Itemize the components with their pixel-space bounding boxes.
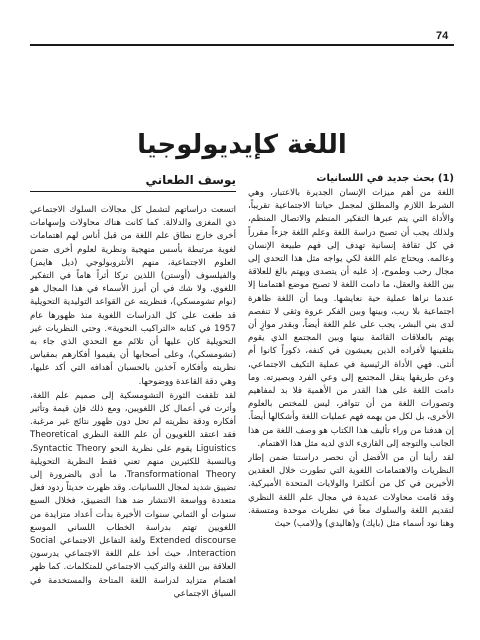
article-title: اللغة كإيديولوجيا xyxy=(137,130,347,161)
right-column-paragraph-1: اللغة من أهم ميزات الإنسان الجديرة بالاعتبار، وهي الشرط اللازم والمطلق لمجمل حياتنا الاجتماعية تقريباً، والأداة التي يتم عبرها التفكير المنظم والاتصال المنظم، ولذلك يجب أن تصبح دراسة اللغة وعلم اللغة جزءاً مقرراً في كل ثقافة إنسانية تهدف إلى فهم طبيعة الإنسان وعالمه. ويحتاج علم اللغة لكي يواجه مثل هذا التحدي إلى مجال رحب وطموح، إذ عليه أن يتصدى ويهتم بالغ للعلاقة بين اللغة والعقل، ما دامت اللغة لا تصبح موضع اهتمامنا إلا عندما نراها عملية حية نعايشها. وبما أن اللغة ظاهرة اجتماعية بلا ريب، وبينها وبين الفكر عروة وثقى لا تنفصم لدى بني البشر، يجب على علم اللغة أيضاً، وبقدر موازٍ أن يهتم بالعلاقات القائمة بينها وبين المجتمع الذي يقوم بتلقينها لأفراده الذين يعيشون في كنفه، ذكوراً كانوا أم أنثى. فهي الأداة الرئيسية في عملية التكيف الاجتماعي، وعن طريقها ينقل المجتمع إلى وعي الفرد وبصيرته. وما دامت اللغة على هذا القدر من الأهمية فلا بد لمفاهيم وتصورات اللغة من أن تتوافر، ليس للمختص بالعلوم الأخرى، بل لكل من يهمه فهم عمليات اللغة وأشكالها أيضاً. إن هدفنا من وراء تأليف هذا الكتاب هو وصف اللغة من هذا الجانب والتوجه إلى القارىء الذي لديه مثل هذا الاهتمام. xyxy=(248,188,454,449)
author-name: يوسف الطعاني xyxy=(145,173,236,187)
right-column xyxy=(248,172,454,624)
section-heading: (1) بحث جديد في اللسانيات xyxy=(316,173,454,184)
right-column-paragraph-2: لقد رأينا أن من الأفضل أن نحصر دراستنا ضمن إطار النظريات والاهتمامات اللغوية التي تطورت خلال العقدين الأخيرين في كل من أنكلترا والولايات المتحدة الأميركية. وقد قامت محاولات عديدة في مجال علم اللغة النظري لتقديم اللغة والسلوك معاً في نظريات موحدة ومتسقة. وهنا نود أسماء مثل (بايك) و(هاليدي) و(لامب) حيث xyxy=(248,453,454,530)
left-column-paragraph-2: لقد تلقفت الثورة التشومسكية إلى صميم علم اللغة، وأثرت في أعمال كل اللغويين، ومع ذلك فإن قيمة وتأثير أفكاره ودقة نظريته لم تحل دون ظهور نتائج غير مرغبة. فقد اعتقد اللغويون أن علم اللغة النظري Theoretical Liguistics يقوم على نظرية النحو Syntactic Theory، وبالنسبة للكثيرين منهم تعني فقط النظرية التحويلية Transformational Theory، ما أدى بالضرورة إلى تضييق شديد لمجال اللسانيات. وقد ظهرت حديثاً ردود فعل متعددة وواسعة الانتشار ضد هذا التضييق، فخلال السبع سنوات أو الثماني سنوات الأخيرة بدأت أعداد متزايدة من اللغويين تهتم بدراسة الخطاب اللساني الموسع Extended discourse ولغة التفاعل الاجتماعي Social Interaction، حيث أخذ علم اللغة الاجتماعي يدرسون العلاقة بين اللغة والتركيب الاجتماعي للمتكلمات. كما ظهر اهتمام متزايد لدراسة اللغة المتاحة والمستخدمة في السياق الاجتماعي xyxy=(30,390,236,599)
left-column xyxy=(30,172,236,624)
left-column-paragraph-1: اتسعت دراساتهم لتشمل كل مجالات السلوك الاجتماعي ذي المغزى والدلالة. كما كانت هناك محاولات وإسهامات أخرى خارج نطاق علم اللغة من قبل أناس لهم اهتمامات لغوية مرتبطة بأسس منهجية ونظرية لعلوم أخرى ضمن العلوم الاجتماعية، منهم الأنثروبولوجي (ديل هايمز) والفيلسوف (أوستن) اللذين تركا أثراً هاماً في التفكير اللغوي. ولا شك في أن أبرز الأسماء في هذا المجال هو (نوام تشومسكي)، فنظريته عن القواعد التوليدية التحويلية قد طغت على كل الدراسات اللغوية منذ ظهورها عام 1957 في كتابه «التراكيب النحوية». وحتى النظريات غير التحويلية كان عليها أن تلائم مع التحدي الذي جاء به (تشومسكي)، وعلى أصحابها أن يقيموا أفكارهم بمقياس نظريته وأفكاره آخذين بالحسبان أهدافه التي أكد عليها، وهي دقة القاعدة ووضوحها. xyxy=(30,205,236,387)
page-number: 74 xyxy=(436,30,449,42)
header-rule xyxy=(30,44,454,46)
author-rule xyxy=(30,191,236,192)
